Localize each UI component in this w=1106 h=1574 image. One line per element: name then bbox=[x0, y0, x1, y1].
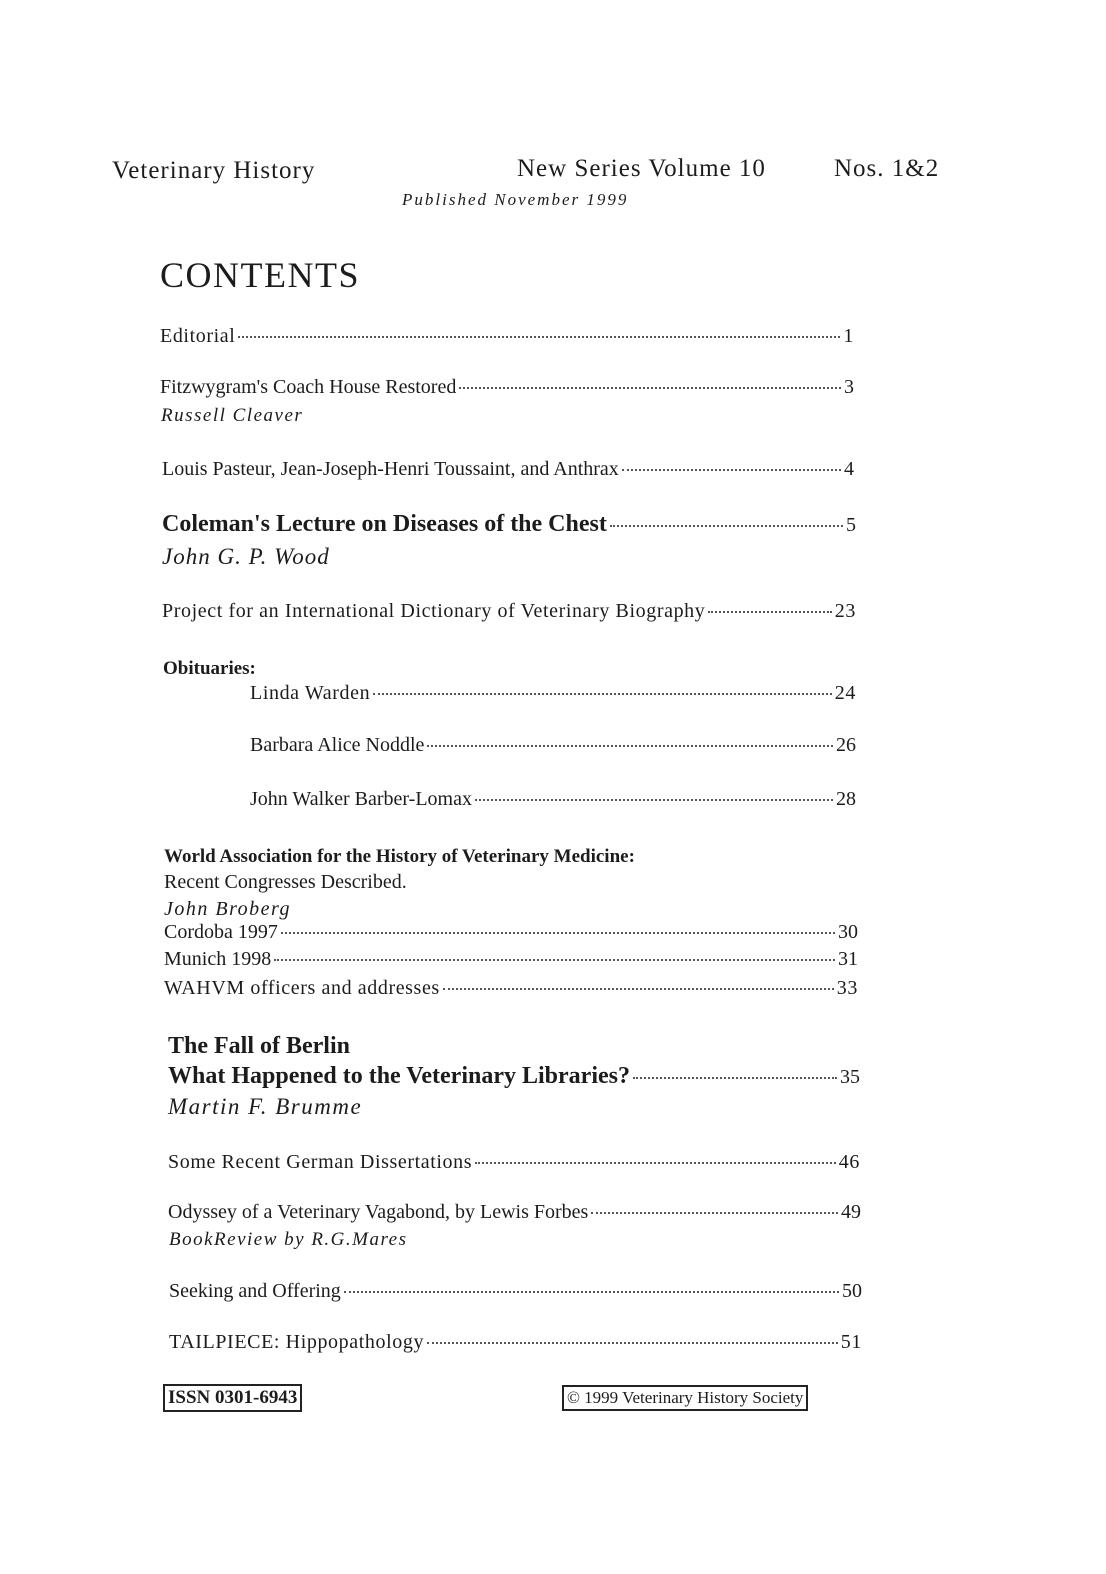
dot-leader bbox=[443, 988, 834, 990]
toc-entry-coleman[interactable] bbox=[162, 511, 856, 538]
contents-heading: CONTENTS bbox=[160, 255, 360, 295]
dot-leader bbox=[633, 1077, 837, 1079]
toc-entry-fitzwygram[interactable] bbox=[160, 376, 854, 399]
dot-leader bbox=[708, 611, 831, 613]
entry-page: 5 bbox=[846, 514, 856, 536]
entry-page: 4 bbox=[844, 458, 854, 480]
toc-entry-barber-lomax[interactable] bbox=[250, 788, 856, 811]
entry-title: Louis Pasteur, Jean-Joseph-Henri Toussaint, and Anthrax bbox=[162, 458, 619, 480]
toc-entry-pasteur[interactable] bbox=[162, 458, 854, 481]
series-volume: New Series Volume 10 bbox=[517, 155, 766, 182]
entry-page: 33 bbox=[836, 977, 858, 999]
obituaries-heading: Obituaries: bbox=[163, 658, 256, 679]
entry-author: Martin F. Brumme bbox=[168, 1094, 363, 1119]
entry-page: 46 bbox=[838, 1151, 860, 1173]
wahvm-heading: World Association for the History of Veterinary Medicine: bbox=[164, 846, 635, 867]
toc-entry-tailpiece[interactable] bbox=[169, 1331, 862, 1354]
dot-leader bbox=[427, 745, 833, 747]
entry-title: What Happened to the Veterinary Libraries? bbox=[168, 1063, 630, 1089]
entry-title: Barbara Alice Noddle bbox=[250, 734, 425, 756]
wahvm-subheading: Recent Congresses Described. bbox=[164, 871, 407, 893]
dot-leader bbox=[373, 693, 832, 695]
entry-page: 49 bbox=[841, 1201, 861, 1223]
toc-entry-munich[interactable] bbox=[164, 948, 858, 971]
entry-page: 28 bbox=[836, 788, 856, 810]
toc-entry-odyssey[interactable] bbox=[168, 1201, 861, 1224]
publication-date: Published November 1999 bbox=[402, 190, 629, 209]
entry-title: Odyssey of a Veterinary Vagabond, by Lewis Forbes bbox=[168, 1201, 589, 1223]
toc-entry-warden[interactable] bbox=[250, 682, 856, 705]
dot-leader bbox=[591, 1212, 838, 1214]
toc-entry-seeking-offering[interactable] bbox=[169, 1280, 862, 1303]
entry-page: 35 bbox=[840, 1066, 860, 1088]
entry-title: Coleman's Lecture on Diseases of the Chest bbox=[162, 511, 607, 537]
entry-title: Project for an International Dictionary of Veterinary Biography bbox=[162, 600, 706, 622]
entry-title: WAHVM officers and addresses bbox=[164, 977, 440, 999]
dot-leader bbox=[344, 1291, 839, 1293]
entry-title: Linda Warden bbox=[250, 682, 371, 704]
berlin-title-line1: The Fall of Berlin bbox=[168, 1033, 350, 1059]
dot-leader bbox=[281, 932, 835, 934]
book-review-credit: BookReview by R.G.Mares bbox=[169, 1229, 408, 1250]
toc-entry-noddle[interactable] bbox=[250, 734, 856, 757]
entry-page: 3 bbox=[844, 376, 854, 398]
issn-box: ISSN 0301-6943 bbox=[163, 1384, 302, 1412]
journal-title: Veterinary History bbox=[112, 157, 316, 184]
entry-author: John Broberg bbox=[164, 898, 292, 920]
dot-leader bbox=[459, 387, 841, 389]
dot-leader bbox=[274, 959, 835, 961]
entry-page: 24 bbox=[834, 682, 856, 704]
entry-page: 26 bbox=[836, 734, 856, 756]
dot-leader bbox=[622, 469, 841, 471]
toc-entry-cordoba[interactable] bbox=[164, 921, 858, 944]
entry-page: 50 bbox=[842, 1280, 862, 1302]
entry-title: Munich 1998 bbox=[164, 948, 272, 970]
toc-entry-editorial[interactable] bbox=[160, 325, 854, 348]
entry-page: 31 bbox=[838, 948, 858, 970]
toc-entry-wahvm-officers[interactable] bbox=[164, 977, 858, 1000]
entry-page: 30 bbox=[838, 921, 858, 943]
entry-page: 23 bbox=[834, 600, 856, 622]
entry-page: 1 bbox=[843, 325, 854, 347]
dot-leader bbox=[427, 1342, 838, 1344]
entry-title: Some Recent German Dissertations bbox=[168, 1151, 473, 1173]
toc-entry-german-dissertations[interactable] bbox=[168, 1151, 860, 1174]
entry-title: Cordoba 1997 bbox=[164, 921, 278, 943]
entry-page: 51 bbox=[840, 1331, 862, 1353]
entry-title: Editorial bbox=[160, 325, 236, 347]
entry-title: John Walker Barber-Lomax bbox=[250, 788, 472, 810]
entry-author: John G. P. Wood bbox=[162, 544, 330, 569]
issue-numbers: Nos. 1&2 bbox=[834, 155, 940, 182]
entry-author: Russell Cleaver bbox=[161, 405, 304, 426]
dot-leader bbox=[610, 525, 843, 527]
toc-entry-project[interactable] bbox=[162, 600, 856, 623]
dot-leader bbox=[475, 799, 833, 801]
entry-title: Fitzwygram's Coach House Restored bbox=[160, 376, 457, 398]
dot-leader bbox=[475, 1162, 836, 1164]
entry-title: Seeking and Offering bbox=[169, 1280, 341, 1302]
toc-entry-berlin[interactable] bbox=[168, 1063, 860, 1090]
dot-leader bbox=[238, 336, 840, 338]
copyright-box: © 1999 Veterinary History Society bbox=[562, 1385, 808, 1411]
entry-title: TAILPIECE: Hippopathology bbox=[169, 1331, 425, 1353]
